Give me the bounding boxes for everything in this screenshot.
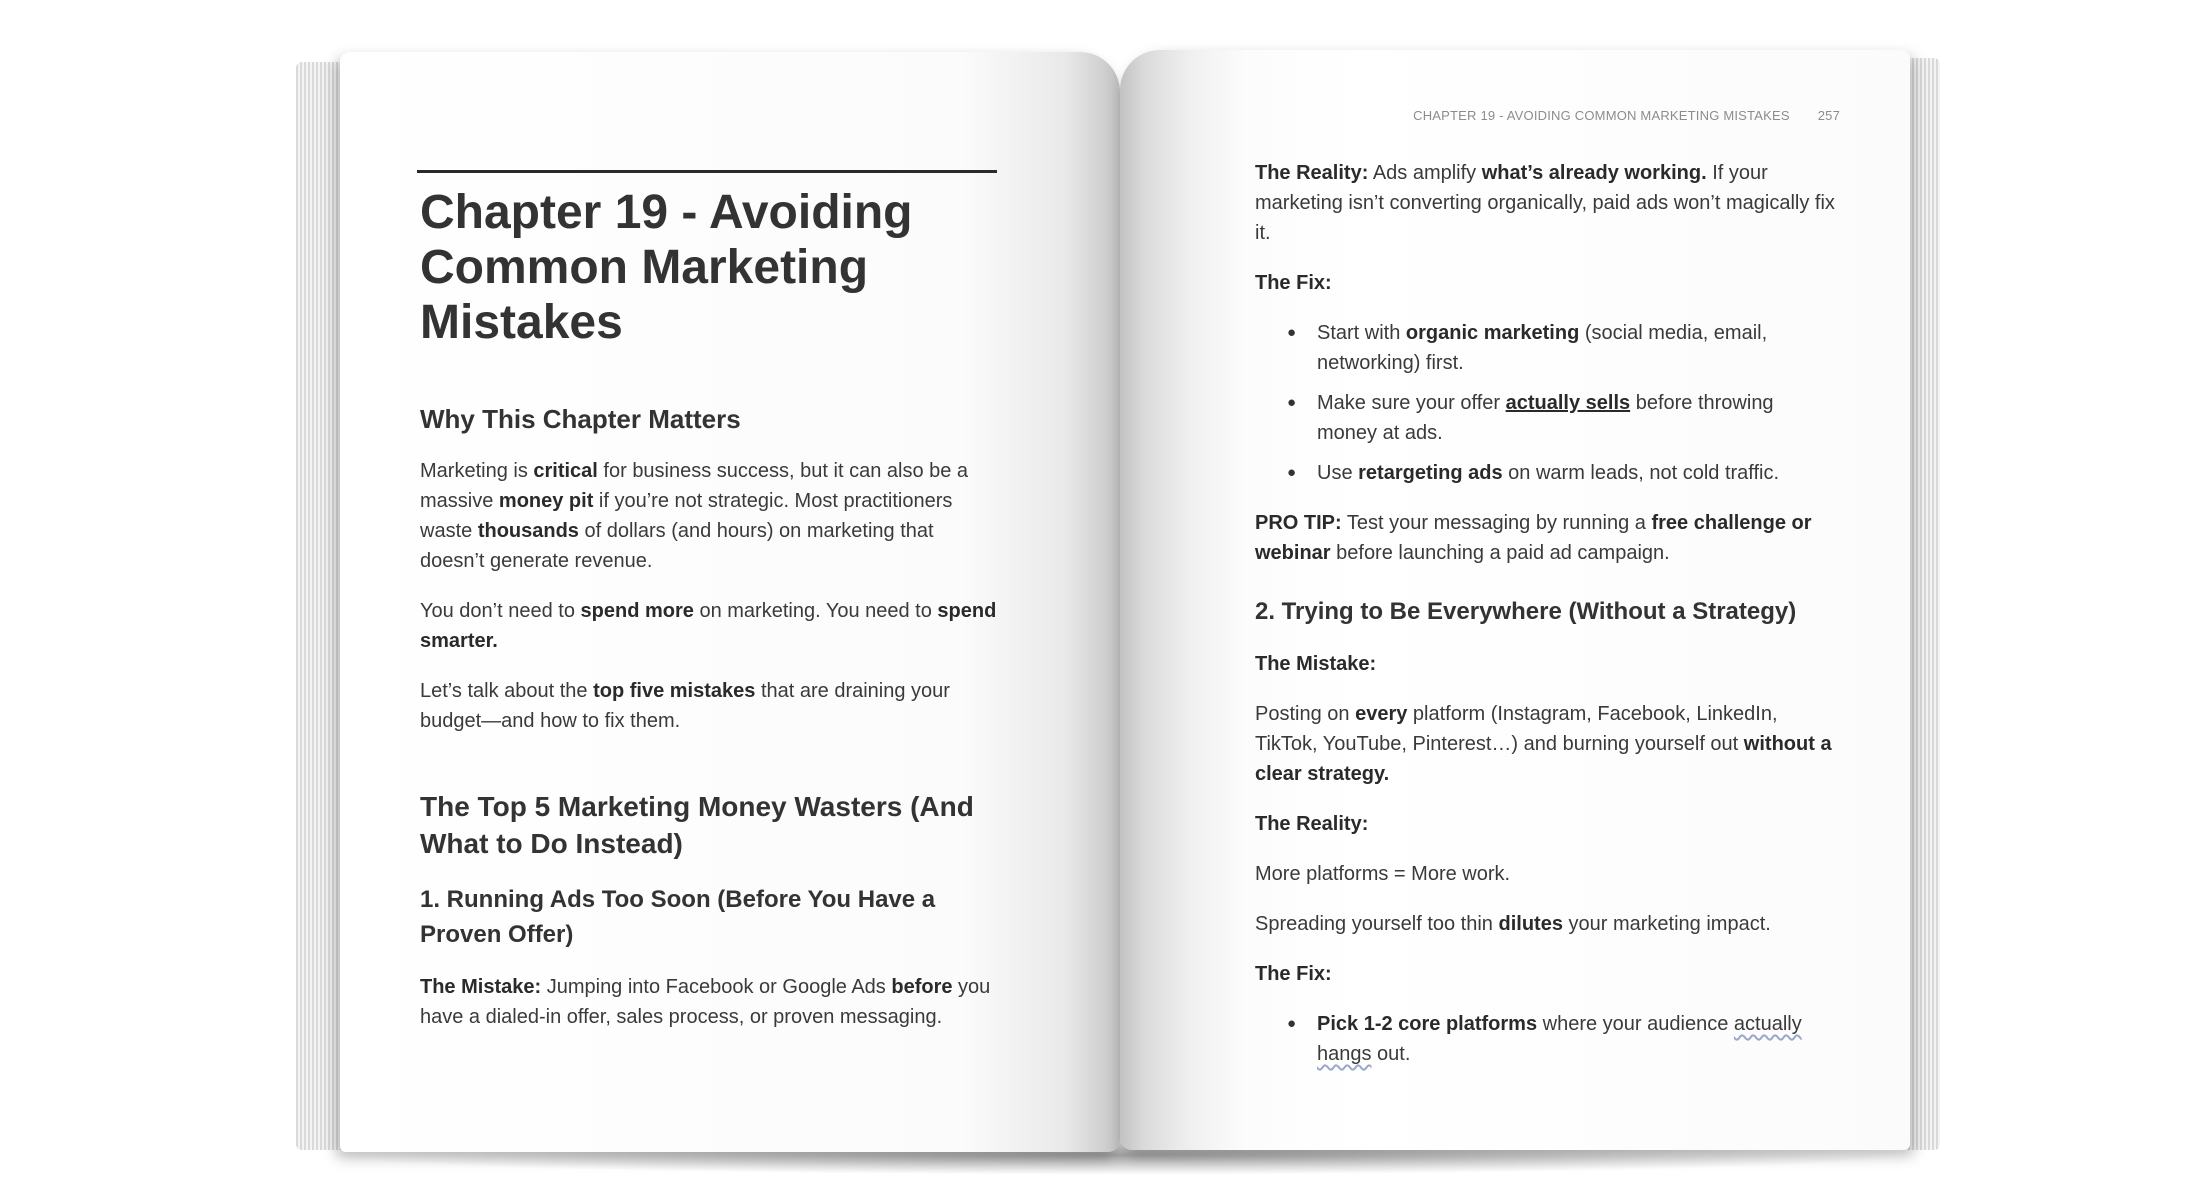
paragraph-3: Let’s talk about the top five mistakes that are draining your budget—and how to fix them.: [420, 680, 950, 732]
left-page-content: [420, 170, 1000, 1052]
list-item: ● Pick 1-2 core platforms where your audience actually hangs out.: [1317, 1009, 1835, 1069]
paragraph-2: You don’t need to spend more on marketing. You need to spend smarter.: [420, 600, 997, 652]
reality-2-label: The Reality:: [1255, 813, 1369, 835]
mistake-1: The Mistake: Jumping into Facebook or Google Ads before you have a dialed-in offer, sales process, or proven messaging.: [420, 976, 991, 1028]
list-item: ● Make sure your offer actually sells before throwing money at ads.: [1317, 388, 1835, 448]
item2-heading: 2. Trying to Be Everywhere (Without a Strategy): [1255, 598, 1797, 625]
right-page-content: [1255, 158, 1835, 1089]
left-page: [340, 52, 1120, 1152]
reality-2-line-1: More platforms = More work.: [1255, 863, 1511, 885]
mistake-2-label: The Mistake:: [1255, 653, 1377, 675]
fix-1-label: The Fix:: [1255, 272, 1332, 294]
right-page: [1120, 50, 1910, 1150]
running-header-title: CHAPTER 19 - AVOIDING COMMON MARKETING MISTAKES: [1413, 108, 1790, 123]
fix-1-list: [1255, 318, 1835, 488]
why-heading: Why This Chapter Matters: [420, 404, 741, 434]
chapter-title: Chapter 19 - Avoiding Common Marketing Mistakes: [420, 186, 913, 349]
list-item: ● Start with organic marketing (social media, email, networking) first.: [1317, 318, 1835, 378]
left-page-edges: [296, 62, 346, 1150]
page-number: 257: [1817, 108, 1840, 123]
top5-heading: The Top 5 Marketing Money Wasters (And What to Do Instead): [420, 791, 974, 859]
pro-tip: PRO TIP: Test your messaging by running a free challenge or webinar before launching a paid ad campaign.: [1255, 512, 1812, 564]
reality-1: The Reality: Ads amplify what’s already working. If your marketing isn’t converting organically, paid ads won’t magically fix it.: [1255, 162, 1835, 244]
list-item: ● Use retargeting ads on warm leads, not cold traffic.: [1317, 458, 1835, 488]
chapter-rule: [417, 170, 997, 173]
mistake-2: Posting on every platform (Instagram, Facebook, LinkedIn, TikTok, YouTube, Pinterest…) and burning yourself out without a clear strategy.: [1255, 703, 1832, 785]
fix-2-list: [1255, 1009, 1835, 1069]
running-header: [1120, 108, 1840, 123]
paragraph-1: Marketing is critical for business success, but it can also be a massive money pit if you’re not strategic. Most practitioners waste thousands of dollars (and hours) on marketing that doesn’t generate revenue.: [420, 460, 969, 572]
item1-heading: 1. Running Ads Too Soon (Before You Have a Proven Offer): [420, 886, 936, 948]
reality-2-line-2: Spreading yourself too thin dilutes your marketing impact.: [1255, 913, 1771, 935]
fix-2-label: The Fix:: [1255, 963, 1332, 985]
